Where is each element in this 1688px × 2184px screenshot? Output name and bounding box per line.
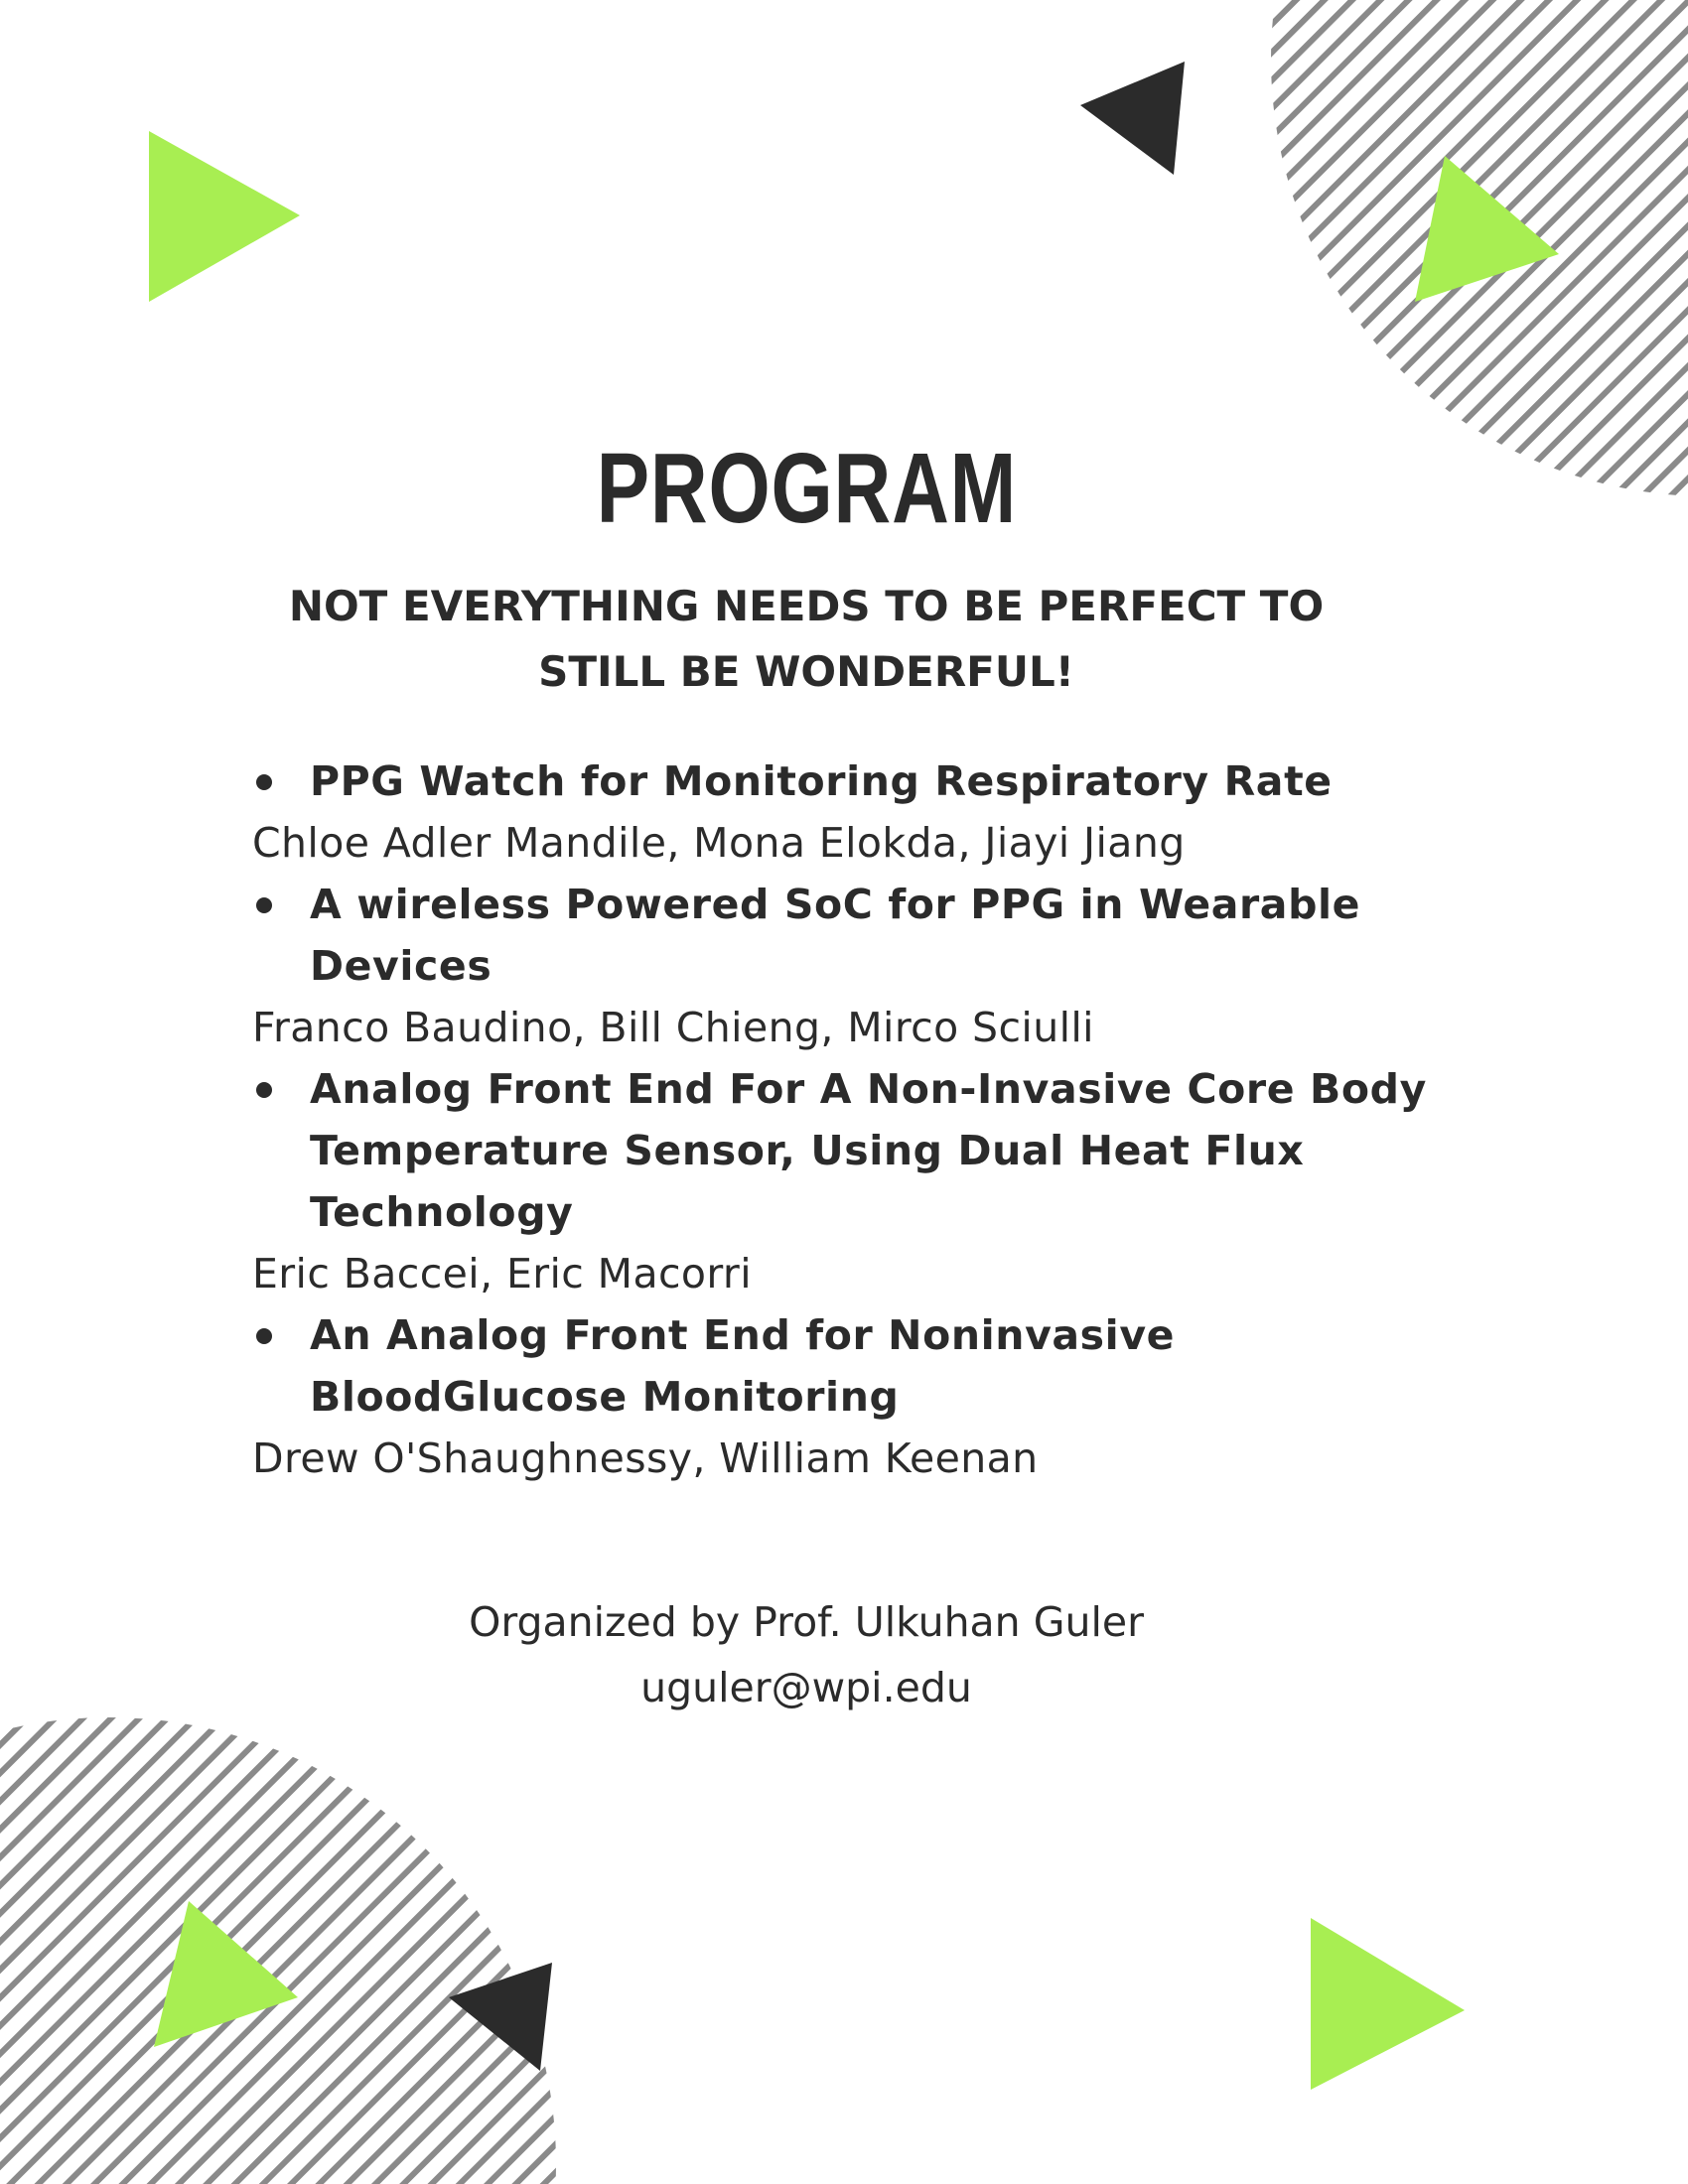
entry-authors: Chloe Adler Mandile, Mona Elokda, Jiayi Jiang <box>252 819 1186 867</box>
entry-title <box>252 751 1444 812</box>
program-entry <box>252 751 1444 874</box>
page-title: PROGRAM <box>596 433 1018 544</box>
bullet-icon <box>256 774 272 790</box>
organizer-name: Organized by Prof. Ulkuhan Guler <box>469 1598 1144 1646</box>
entry-title-text: An Analog Front End for Noninvasive BloodGlucose Monitoring <box>310 1311 1176 1421</box>
organizer-footer <box>310 1589 1303 1720</box>
entry-authors: Franco Baudino, Bill Chieng, Mirco Sciulli <box>252 1004 1094 1051</box>
tagline <box>260 574 1352 705</box>
entry-title-text: Analog Front End For A Non-Invasive Core Body Temperature Sensor, Using Dual Heat Flux Technology <box>310 1065 1427 1236</box>
program-entry <box>252 1304 1444 1489</box>
entry-title <box>252 1304 1444 1428</box>
entry-title-text: A wireless Powered SoC for PPG in Wearable Devices <box>310 881 1361 990</box>
bullet-icon <box>256 1082 272 1098</box>
entry-authors: Eric Baccei, Eric Macorri <box>252 1250 752 1297</box>
entry-title <box>252 1058 1444 1243</box>
program-entry <box>252 874 1444 1058</box>
entry-authors: Drew O'Shaughnessy, William Keenan <box>252 1434 1039 1482</box>
program-list <box>252 751 1444 1489</box>
entry-title-text: PPG Watch for Monitoring Respiratory Rate <box>310 757 1333 805</box>
program-entry <box>252 1058 1444 1304</box>
tagline-line-1: NOT EVERYTHING NEEDS TO BE PERFECT TO <box>288 582 1325 630</box>
tagline-line-2: STILL BE WONDERFUL! <box>538 647 1074 696</box>
bullet-icon <box>256 1328 272 1344</box>
entry-title <box>252 874 1444 997</box>
organizer-email-link[interactable]: uguler@wpi.edu <box>640 1664 972 1711</box>
bullet-icon <box>256 897 272 913</box>
